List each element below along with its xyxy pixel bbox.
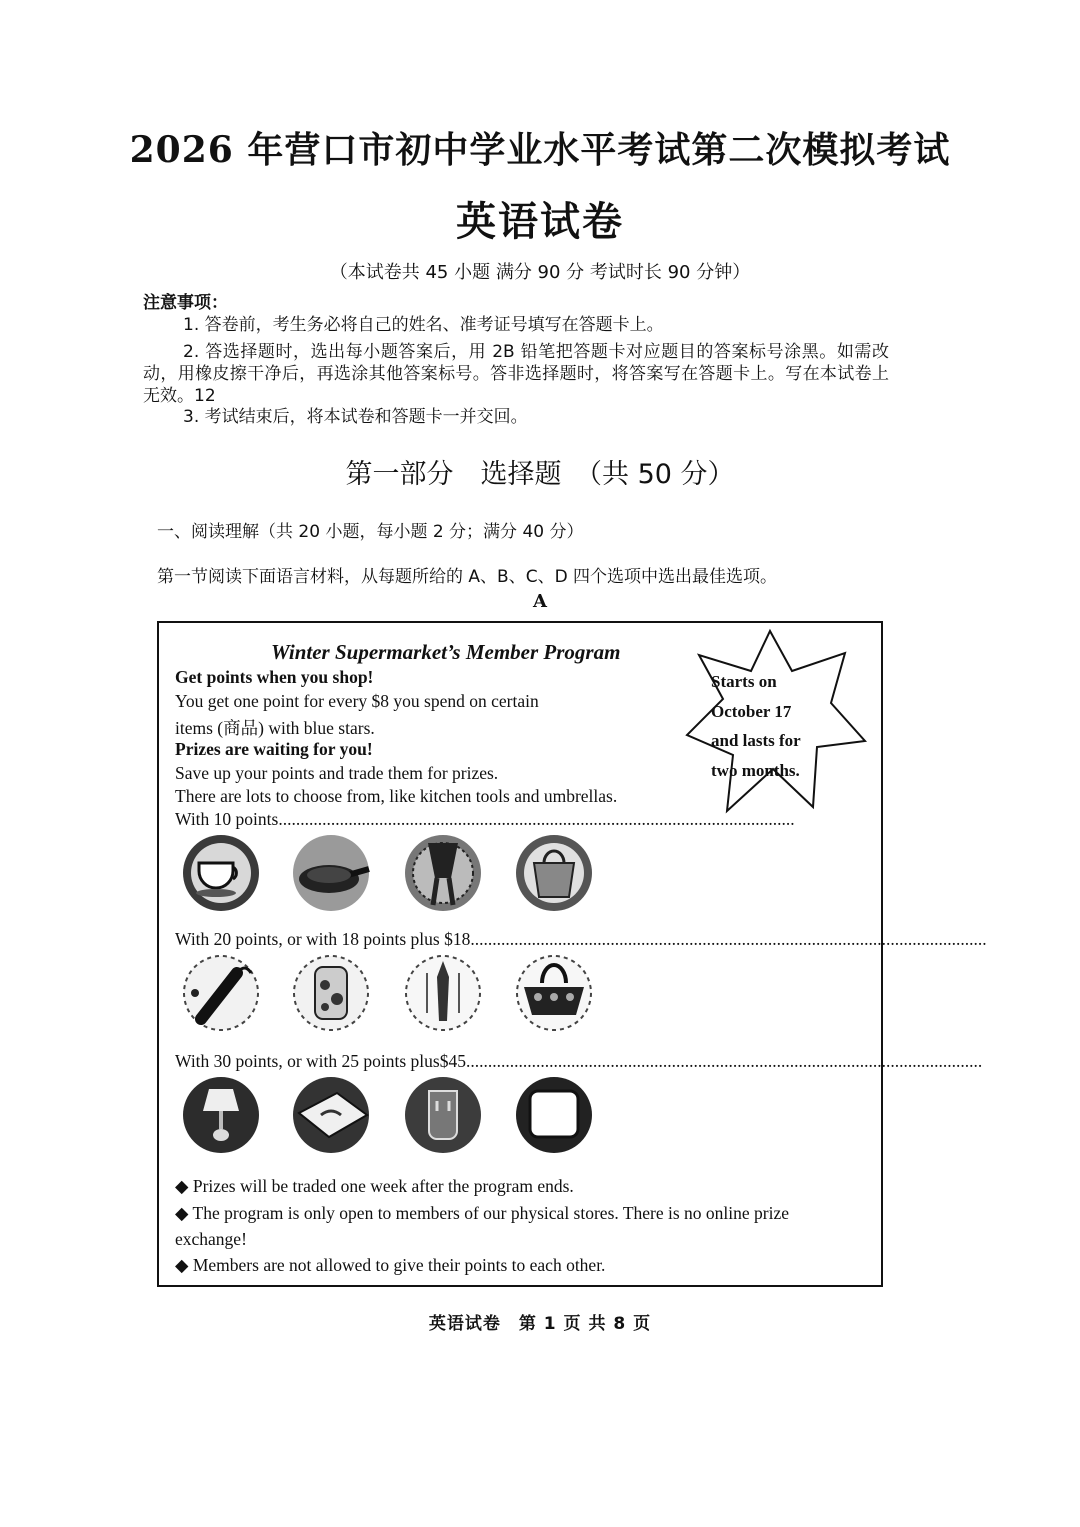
get-points-heading: Get points when you shop!: [175, 667, 374, 687]
subject-title: 英语试卷: [456, 198, 624, 245]
exam-info: （本试卷共 45 小题 满分 90 分 考试时长 90 分钟）: [329, 262, 751, 283]
program-title: Winter Supermarket’s Member Program: [271, 640, 621, 664]
page-footer: 英语试卷 第 1 页 共 8 页: [428, 1314, 652, 1334]
tier-10-label: [175, 809, 795, 830]
tier-label-text: With 20 points, or with 18 points plus $18: [175, 929, 471, 949]
rule-3: [175, 1252, 865, 1278]
notice-item-1: 1. 答卷前，考生务必将自己的姓名、准考证号填写在答题卡上。: [183, 315, 664, 335]
knife-icon: [403, 953, 483, 1033]
frying-pan-icon: [291, 833, 371, 913]
tier-20-label: [175, 929, 987, 950]
star-line: October 17: [711, 701, 792, 721]
mug-icon: [291, 953, 371, 1033]
star-line: two months.: [711, 760, 800, 780]
teacup-icon: [181, 833, 261, 913]
star-line: Starts on: [711, 672, 777, 691]
tier-label-text: With 30 points, or with 25 points plus$45: [175, 1051, 466, 1071]
prizes-line-2: There are lots to choose from, like kitchen tools and umbrellas.: [175, 786, 618, 806]
umbrella-icon: [181, 953, 261, 1033]
notice-heading: 注意事项：: [143, 293, 228, 313]
get-points-line-1: You get one point for every $8 you spend on certain: [175, 691, 539, 711]
star-line: and lasts for: [711, 731, 801, 750]
rule-1: [175, 1173, 865, 1199]
dot-leader: ......................................................................................................................: [278, 809, 795, 829]
toaster-icon: [514, 1075, 594, 1155]
exam-title: 2026 年营口市初中学业水平考试第二次模拟考试: [129, 129, 951, 171]
kettle-icon: [403, 1075, 483, 1155]
dot-leader: ......................................................................................................................: [470, 929, 987, 949]
get-points-line-2: items (商品) with blue stars.: [175, 718, 375, 738]
tier-20-prizes: [181, 953, 611, 1043]
rule-text: Prizes will be traded one week after the program ends.: [192, 1176, 574, 1196]
tier-10-prizes: [181, 833, 611, 923]
notice-item-2: 2. 答选择题时，选出每小题答案后，用 2B 铅笔把答题卡对应题目的答案标号涂黑。如需改动，用橡皮擦干净后，再选涂其他答案标号。答非选择题时，将答案写在答题卡上。写在本试卷上无效。12: [143, 342, 889, 406]
passage-label: A: [533, 591, 547, 612]
reading-instruction: 第一节阅读下面语言材料，从每题所给的 A、B、C、D 四个选项中选出最佳选项。: [157, 567, 778, 587]
cutting-board-icon: [291, 1075, 371, 1155]
scarf-icon: [403, 833, 483, 913]
prizes-line-1: Save up your points and trade them for prizes.: [175, 763, 499, 783]
basket-icon: [514, 953, 594, 1033]
bullet-diamond-icon: ◆: [175, 1176, 193, 1196]
tier-30-prizes: [181, 1075, 611, 1165]
dot-leader: ......................................................................................................................: [465, 1051, 983, 1071]
section-heading: 一、阅读理解（共 20 小题，每小题 2 分；满分 40 分）: [157, 522, 584, 542]
bag-icon: [514, 833, 594, 913]
bullet-diamond-icon: ◆: [175, 1255, 193, 1275]
tier-label-text: With 10 points: [175, 809, 279, 829]
rule-text: Members are not allowed to give their points to each other.: [192, 1255, 606, 1275]
part-heading: 第一部分 选择题 （共 50 分）: [345, 459, 735, 490]
rule-text: The program is only open to members of our physical stores. There is no online prize exchange!: [175, 1203, 790, 1249]
lamp-icon: [181, 1075, 261, 1155]
prizes-heading: Prizes are waiting for you!: [175, 739, 373, 759]
rule-2: [175, 1200, 865, 1252]
member-program-notice: [157, 621, 987, 1287]
star-badge-text: [711, 667, 801, 785]
bullet-diamond-icon: ◆: [175, 1203, 193, 1223]
tier-30-label: [175, 1051, 983, 1072]
notice-item-3: 3. 考试结束后，将本试卷和答题卡一并交回。: [183, 407, 528, 427]
